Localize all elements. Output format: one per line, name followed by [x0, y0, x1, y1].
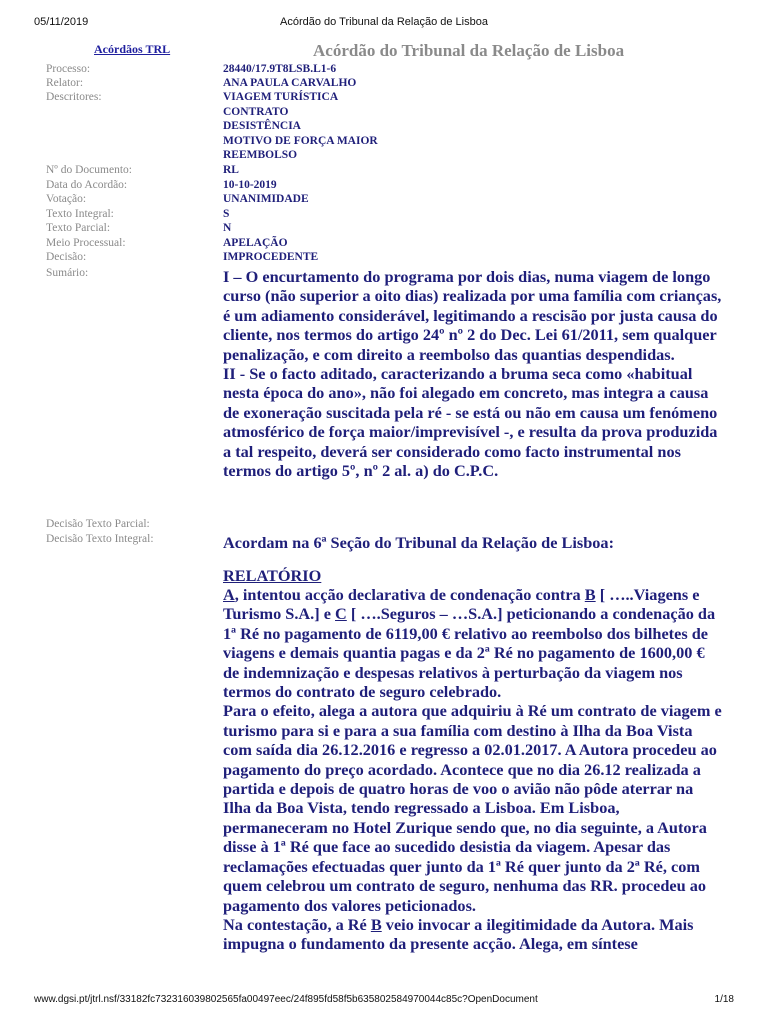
sumario-paragraph: II - Se o facto aditado, caracterizando a bruma seca como «habitual nesta época do ano», não foi alegado em concreto, mas integra a causa de exoneração suscitada pela ré - se está ou não em causa um fenómeno atmosférico de força maior/imprevisível -, e resulta da prova produzida a tal respeito, deverá ser considerado como facto instrumental nos termos do artigo 5º, nº 2 al. a) do C.P.C. [223, 364, 718, 481]
sumario-paragraph: I – O encurtamento do programa por dois dias, numa viagem de longo curso (não superior a oito dias) realizada por uma família com crianças, é um adiamento considerável, legitimando a rescisão por justa causa do cliente, nos termos do artigo 24º nº 2 do Dec. Lei 61/2011, sem qualquer penalização, e com direito a reembolso das quantias despendidas. [223, 267, 722, 364]
relatorio-paragraph: Para o efeito, alega a autora que adquiriu à Ré um contrato de viagem e turismo para si e para a sua família com destino à Ilha da Boa Vista com saída dia 26.12.2016 e regresso a 02.01.2017. A Autora procedeu ao pagamento do preço acordado. Acontece que no dia 26.12 realizada a partida e depois de quatro horas de voo o avião não pôde aterrar na Ilha da Boa Vista, tendo regressado a Lisboa. Em Lisboa, permaneceram no Hotel Zurique sendo que, no dia seguinte, a Autora disse à 1ª Ré que face ao sucedido desistia da viagem. Apesar das reclamações efectuadas quer junto da 1ª Ré quer junto da 2ª Ré, com quem celebrou um contrato de seguro, nenhuma das RR. procedeu ao pagamento dos valores peticionados. [223, 701, 722, 915]
relatorio-text [223, 585, 723, 954]
text-span: , intentou acção declarativa de condenação contra [234, 585, 585, 604]
party-b: B [584, 585, 596, 604]
meta-label: Decisão Texto Parcial: [46, 518, 150, 530]
meta-label: Decisão Texto Integral: [46, 533, 154, 545]
relatorio-paragraph [223, 585, 723, 701]
text-span: veio invocar a ilegitimidade da Autora. Mais impugna o fundamento da presente acção. Alega, em síntese [223, 914, 694, 954]
meta-label: Texto Integral: [46, 208, 114, 220]
meta-label: Data do Acordão: [46, 179, 128, 191]
print-date: 05/11/2019 [34, 16, 89, 28]
meta-value: REEMBOLSO [223, 149, 298, 161]
meta-label: Decisão: [46, 251, 87, 263]
meta-value: ANA PAULA CARVALHO [223, 77, 357, 89]
meta-label: Texto Parcial: [46, 222, 111, 234]
meta-value: S [223, 208, 230, 220]
meta-value: 10-10-2019 [223, 179, 277, 191]
print-title: Acórdão do Tribunal da Relação de Lisboa [280, 16, 488, 28]
print-header [34, 16, 734, 30]
page-url: www.dgsi.pt/jtrl.nsf/33182fc732316039802565fa00497eec/24f895fd58f5b635802584970044c85c?OpenDocument [34, 994, 538, 1005]
meta-label: Descritores: [46, 91, 102, 103]
meta-label: Relator: [46, 77, 84, 89]
meta-value: APELAÇÃO [223, 237, 288, 249]
party-b: B [370, 914, 382, 934]
meta-label: Sumário: [46, 267, 89, 279]
meta-value: N [223, 222, 232, 234]
print-footer [34, 994, 734, 1008]
text-span: Na contestação, a Ré [223, 914, 371, 934]
meta-value: DESISTÊNCIA [223, 120, 301, 132]
text-span: [ …..Viagens e Turismo S.A.] e [223, 585, 700, 624]
relatorio-paragraph [223, 915, 723, 954]
sumario-text [223, 267, 723, 480]
meta-value: VIAGEM TURÍSTICA [223, 91, 339, 103]
meta-value: MOTIVO DE FORÇA MAIOR [223, 135, 378, 147]
page-title: Acórdão do Tribunal da Relação de Lisboa [313, 41, 625, 60]
acordaos-trl-link[interactable]: Acórdãos TRL [94, 42, 171, 56]
meta-label: Meio Processual: [46, 237, 126, 249]
meta-value: 28440/17.9T8LSB.L1-6 [223, 63, 337, 75]
party-c: C [335, 604, 347, 624]
meta-label: Processo: [46, 63, 91, 75]
meta-value: CONTRATO [223, 106, 289, 118]
text-span: [ ….Seguros – …S.A.] peticionando a condenação da 1ª Ré no pagamento de 6119,00 € relativo ao reembolso dos bilhetes de viagens e demais quantia pagas e da 2ª Ré no pagamento de 1600,00 € de indemnização e despesas relativos à perturbação da viagem nos termos do contrato de seguro celebrado. [223, 604, 716, 702]
relatorio-heading: RELATÓRIO [223, 566, 322, 585]
meta-label: Votação: [46, 193, 87, 205]
meta-label: Nº do Documento: [46, 164, 132, 176]
page-number: 1/18 [714, 994, 734, 1005]
party-a: A [223, 585, 235, 604]
meta-value: RL [223, 164, 239, 176]
acordam-heading: Acordam na 6ª Seção do Tribunal da Relação de Lisboa: [223, 533, 614, 552]
meta-value: IMPROCEDENTE [223, 251, 319, 263]
meta-value: UNANIMIDADE [223, 193, 309, 205]
